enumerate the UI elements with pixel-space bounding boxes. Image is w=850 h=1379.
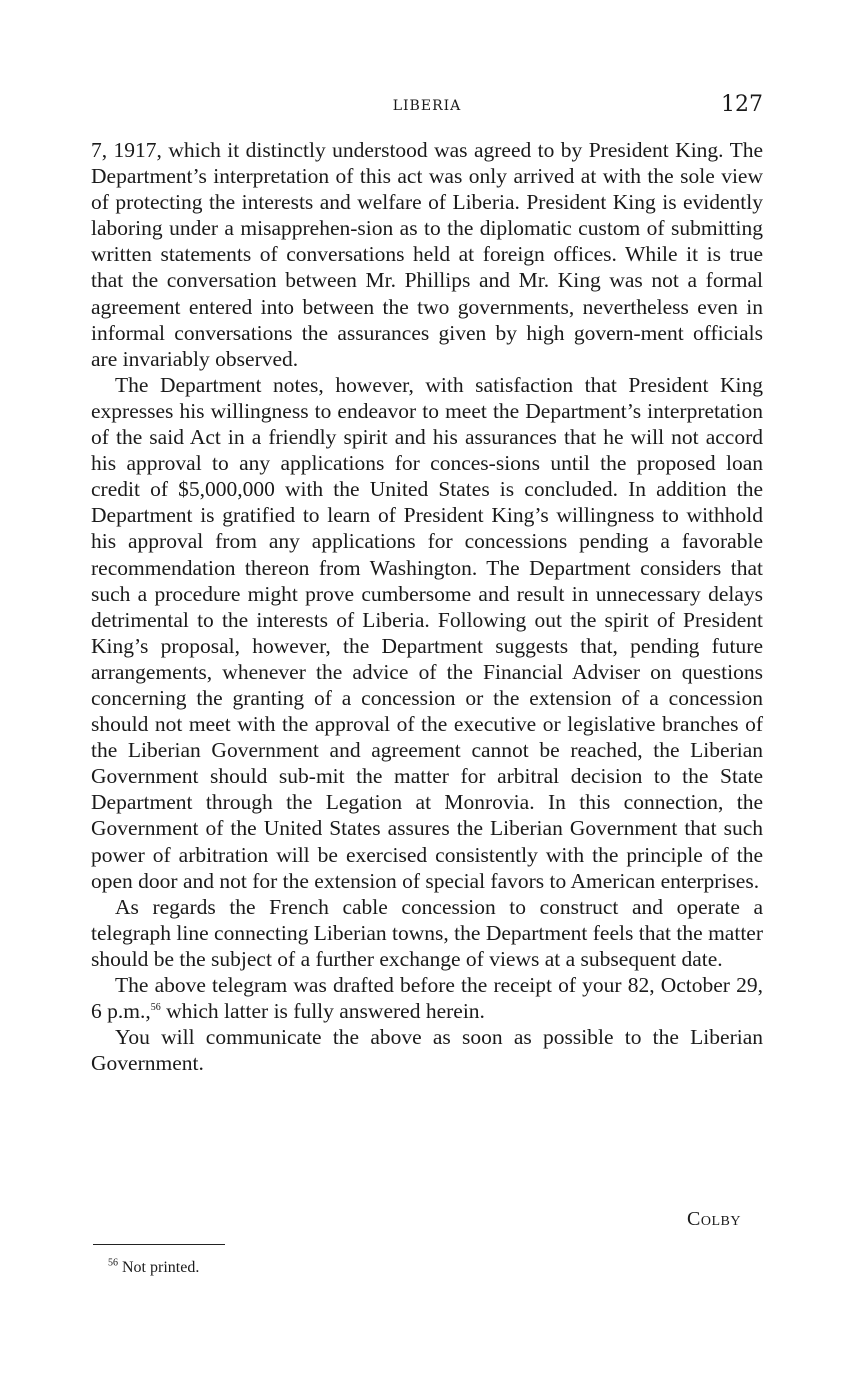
signature: Colby xyxy=(687,1208,741,1230)
telegram-text-before: The above telegram was drafted before the receipt of your 82, October 29, 6 p.m., xyxy=(91,973,763,1024)
footnote-divider xyxy=(93,1244,225,1245)
paragraph-department-notes: The Department notes, however, with satisfaction that President King expresses his willingness to endeavor to meet the Department’s interpretation of the said Act in a friendly spirit and his assurances that he will not accord his approval to any applications for conces-sions until the proposed loan credit of $5,000,000 with the United States is concluded. In addition the Department is gratified to learn of President King’s willingness to withhold his approval from any applications for concessions pending a favorable recommendation thereon from Washington. The Department considers that such a procedure might prove cumbersome and result in unnecessary delays detrimental to the interests of Liberia. Following out the spirit of President King’s proposal, however, the Department suggests that, pending future arrangements, whenever the advice of the Financial Adviser on questions concerning the granting of a concession or the extension of a concession should not meet with the approval of the executive or legislative branches of the Liberian Government and agreement cannot be reached, the Liberian Government should sub-mit the matter for arbitral decision to the State Department through the Legation at Monrovia. In this connection, the Government of the United States assures the Liberian Government that such power of arbitration will be exercised consistently with the principle of the open door and not for the extension of special favors to American enterprises. xyxy=(91,372,763,893)
footnote xyxy=(108,1259,199,1277)
running-header xyxy=(91,92,763,122)
paragraph-closing: You will communicate the above as soon as possible to the Liberian Government. xyxy=(91,1025,763,1076)
page-number: 127 xyxy=(721,92,763,117)
footnote-text: Not printed. xyxy=(122,1259,200,1276)
paragraph-telegram-note xyxy=(91,972,763,1024)
footnote-reference[interactable]: 56 xyxy=(150,1001,161,1013)
paragraph-french-cable: As regards the French cable concession to construct and operate a telegraph line connecting Liberian towns, the Department feels that the matter should be the subject of a further exchange of views at a subsequent date. xyxy=(91,894,763,971)
body-text xyxy=(91,137,763,1076)
paragraph-continuation: 7, 1917, which it distinctly understood was agreed to by President King. The Department’s interpretation of this act was only arrived at with the sole view of protecting the interests and welfare of Liberia. President King is evidently laboring under a misapprehen-sion as to the diplomatic custom of submitting written statements of conversations held at foreign offices. While it is true that the conversation between Mr. Phillips and Mr. King was not a formal agreement entered into between the two governments, nevertheless even in informal conversations the assurances given by high govern-ment officials are invariably observed. xyxy=(91,138,763,371)
telegram-text-after: which latter is fully answered herein. xyxy=(160,999,485,1024)
footnote-marker: 56 xyxy=(108,1257,118,1269)
running-title: LIBERIA xyxy=(392,98,462,114)
